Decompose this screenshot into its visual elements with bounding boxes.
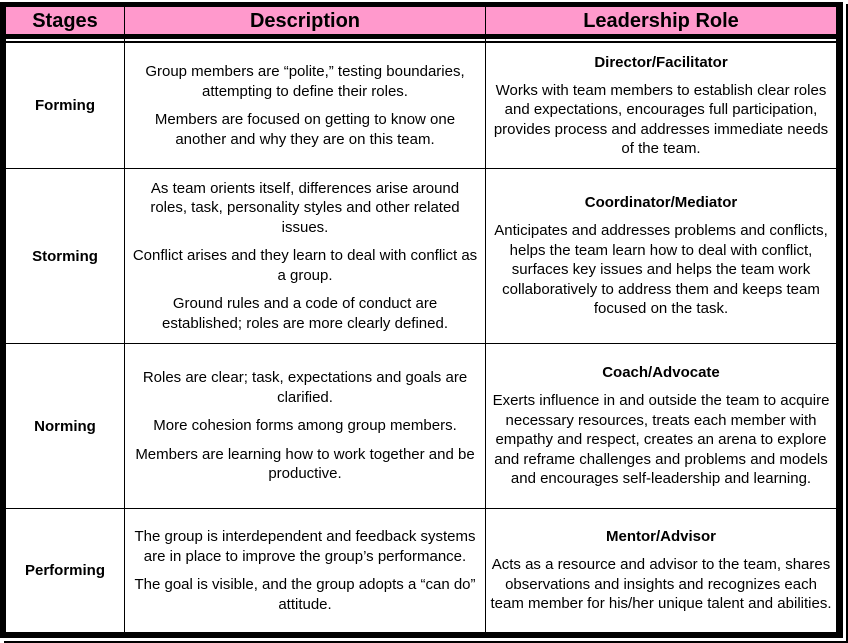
description-paragraph: Group members are “polite,” testing boundaries, attempting to define their roles. xyxy=(145,63,465,100)
table-row xyxy=(6,509,836,632)
table-row xyxy=(6,344,836,508)
role-title: Coach/Advocate xyxy=(602,364,720,382)
description-cell xyxy=(125,509,485,632)
column-header-leadership-role: Leadership Role xyxy=(583,9,739,32)
stage-name: Storming xyxy=(32,247,98,265)
description-paragraph: The goal is visible, and the group adopts a “can do” attitude. xyxy=(134,576,476,613)
description-cell xyxy=(125,43,485,168)
stage-name: Norming xyxy=(34,417,96,435)
description-paragraph: Conflict arises and they learn to deal with conflict as a group. xyxy=(132,247,478,284)
stage-cell xyxy=(6,43,124,168)
description-paragraph: As team orients itself, differences arise around roles, task, personality styles and other related issues. xyxy=(150,179,460,236)
column-header-stages: Stages xyxy=(32,9,98,32)
table-row xyxy=(6,169,836,343)
role-description: Anticipates and addresses problems and conflicts, helps the team learn how to deal with conflict, surfaces key issues and helps the team work collaboratively to address them and keeps team focused on the task. xyxy=(494,222,828,318)
column-header-description: Description xyxy=(249,9,361,32)
description-paragraph: The group is interdependent and feedback systems are in place to improve the group’s performance. xyxy=(134,528,476,565)
table-row xyxy=(6,43,836,168)
team-stages-table xyxy=(0,2,843,638)
stage-cell xyxy=(6,344,124,508)
description-paragraph: Members are focused on getting to know one another and why they are on this team. xyxy=(154,111,456,148)
leadership-role-cell xyxy=(486,169,836,343)
leadership-role-cell xyxy=(486,509,836,632)
leadership-role-cell xyxy=(486,344,836,508)
stage-name: Forming xyxy=(35,97,95,114)
role-description: Exerts influence in and outside the team to acquire necessary resources, treats each member with empathy and respect, creates an arena to explore and reframe challenges and problems and models and encourages self-leadership and learning. xyxy=(492,392,830,488)
leadership-role-cell xyxy=(486,43,836,168)
stage-name: Performing xyxy=(24,562,105,579)
role-title: Mentor/Advisor xyxy=(605,528,716,546)
role-description: Acts as a resource and advisor to the team, shares observations and insights and recognizes each team member for his/her unique talent and abilities. xyxy=(490,556,832,613)
description-paragraph: Roles are clear; task, expectations and goals are clarified. xyxy=(142,369,468,406)
description-paragraph: More cohesion forms among group members. xyxy=(153,417,457,435)
stage-cell xyxy=(6,169,124,343)
role-title: Coordinator/Mediator xyxy=(584,194,738,212)
description-cell xyxy=(125,344,485,508)
table-header-row xyxy=(6,7,836,39)
role-title: Director/Facilitator xyxy=(594,53,728,71)
description-paragraph: Ground rules and a code of conduct are established; roles are more clearly defined. xyxy=(162,295,448,332)
stage-cell xyxy=(6,509,124,632)
role-description: Works with team members to establish clear roles and expectations, encourages full participation, provides process and addresses immediate needs of the team. xyxy=(493,81,829,157)
description-paragraph: Members are learning how to work together and be productive. xyxy=(135,445,475,483)
description-cell xyxy=(125,169,485,343)
